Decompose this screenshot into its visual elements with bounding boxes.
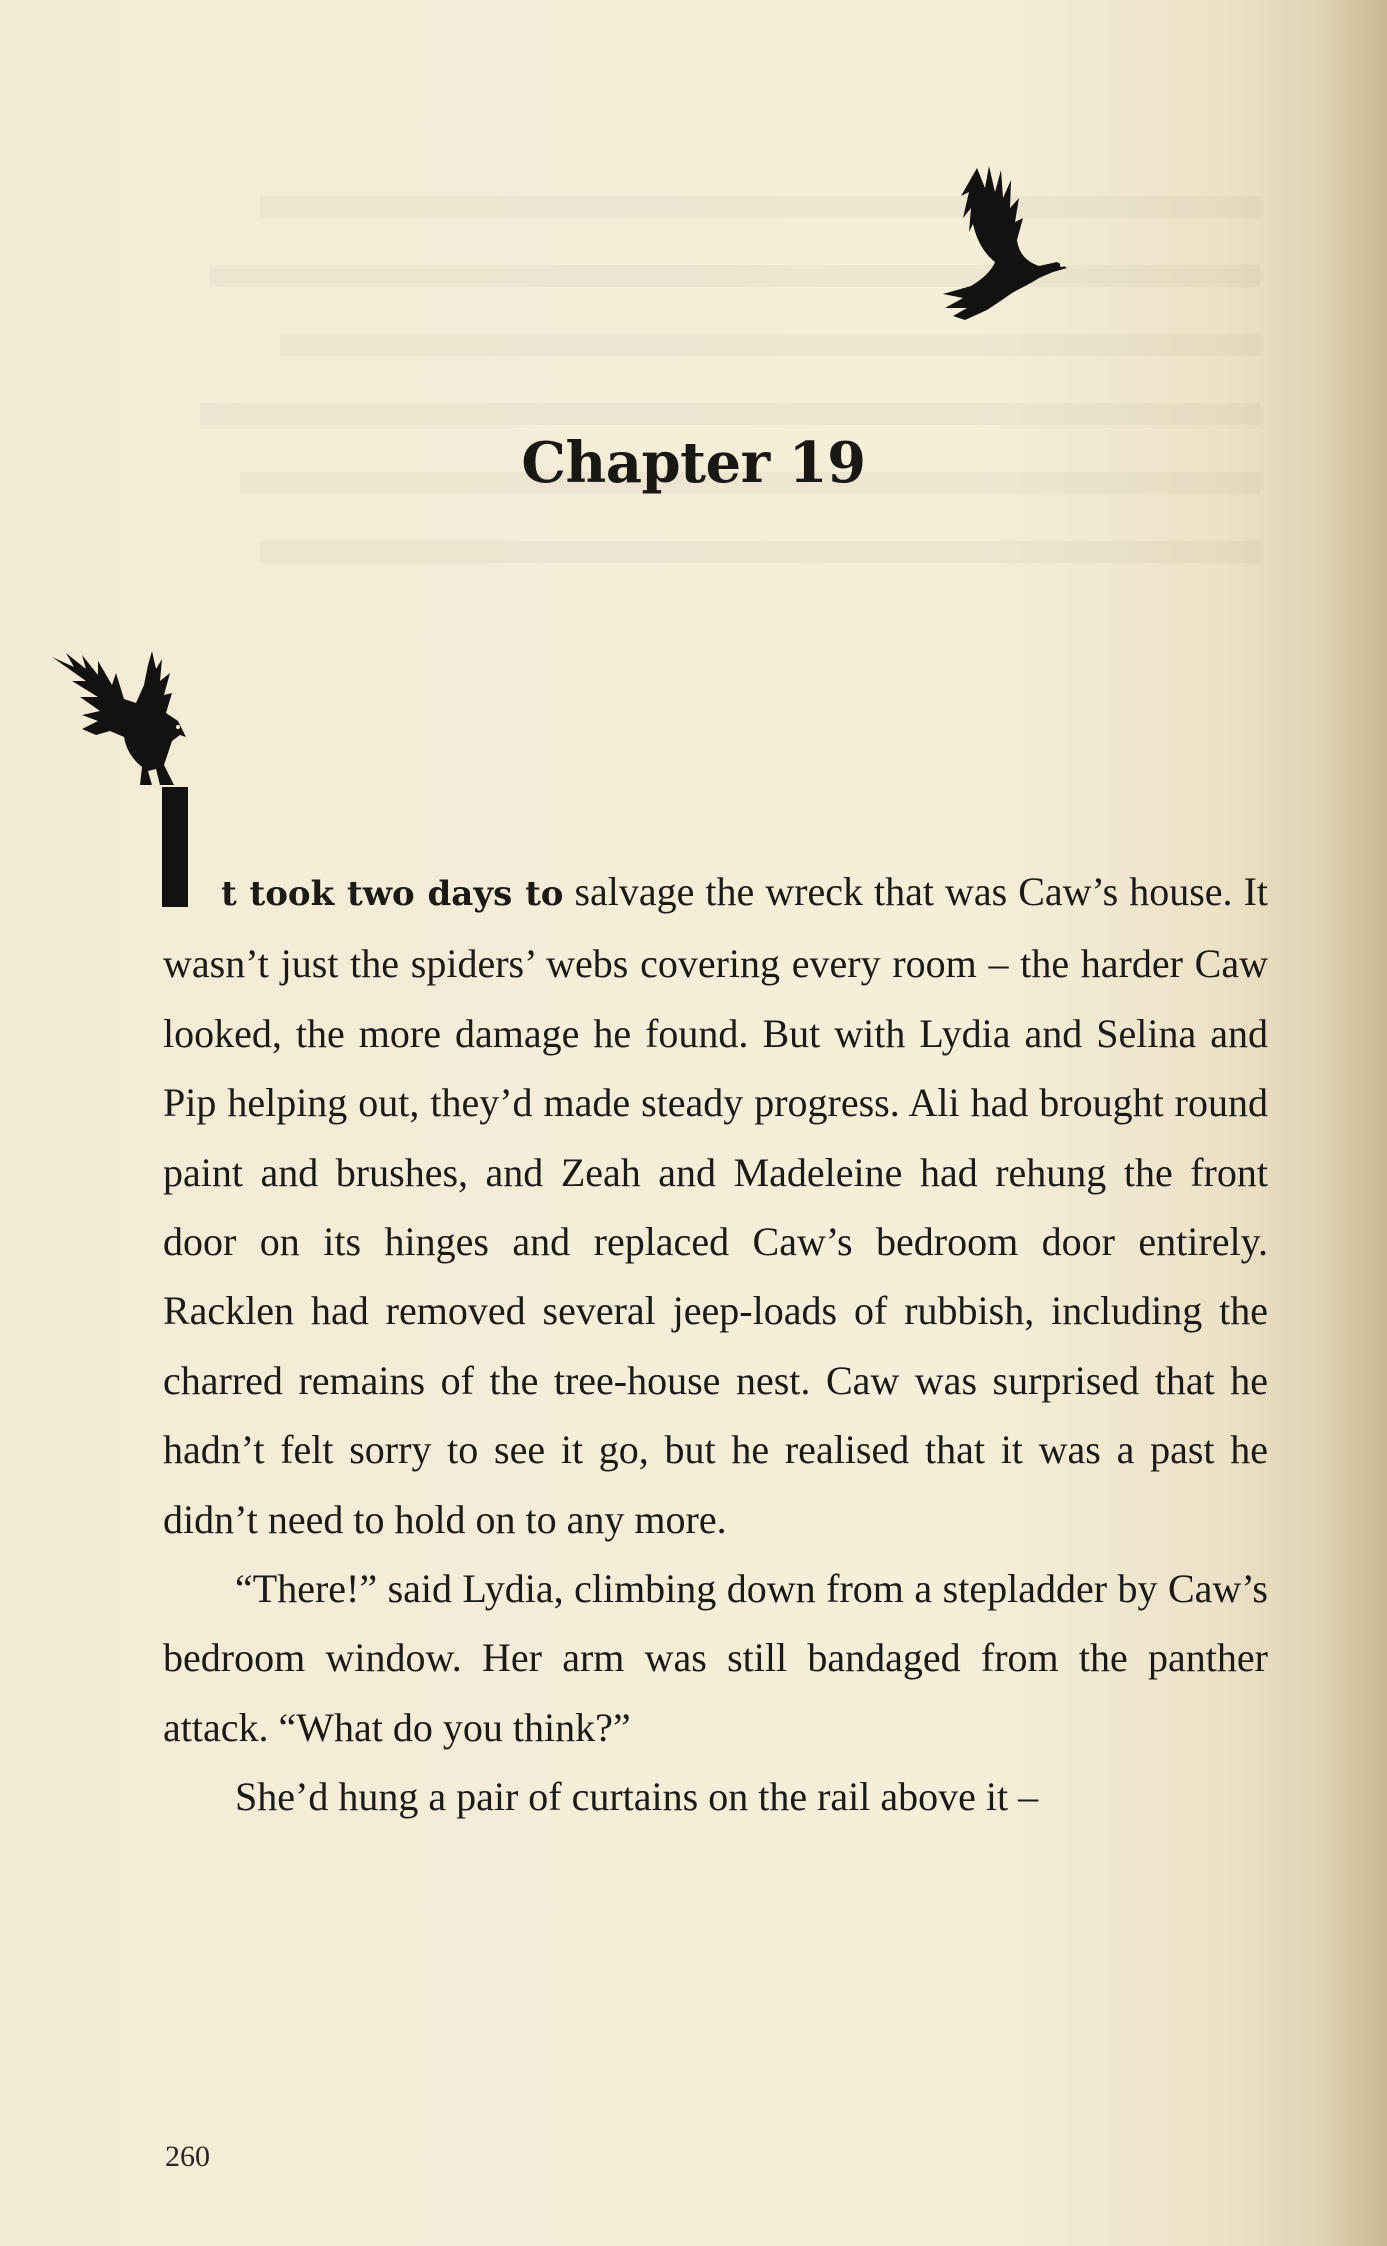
paragraph: “There!” said Lydia, climbing down from a stepladder by Caw’s bedroom window. Her arm was still bandaged from the panther attack. “What do you think?” — [163, 1566, 1268, 1750]
show-through-texture — [150, 170, 1260, 584]
page-number: 260 — [165, 2140, 210, 2173]
paragraph — [163, 857, 1268, 1554]
body-text — [163, 857, 1268, 1832]
paragraph: She’d hung a pair of curtains on the rail above it – — [235, 1774, 1039, 1820]
crow-perched-icon — [52, 645, 212, 795]
paragraph-text: salvage the wreck that was Caw’s house. It wasn’t just the spiders’ webs covering every room – the harder Caw looked, the more damage he found. But with Lydia and Selina and Pip helping out, they’d made steady progress. Ali had brought round paint and brushes, and Zeah and Madeleine had rehung the front door on its hinges and replaced Caw’s bedroom door entirely. Racklen had removed several jeep-loads of rubbish, including the charred remains of the tree-house nest. Caw was surprised that he hadn’t felt sorry to see it go, but he realised that it was a past he didn’t need to hold on to any more. — [163, 869, 1269, 1542]
crow-flying-icon — [915, 158, 1085, 348]
lead-in-text: t took two days to — [221, 874, 564, 914]
chapter-title: Chapter 19 — [521, 430, 866, 496]
spine-shadow — [1317, 0, 1387, 2246]
